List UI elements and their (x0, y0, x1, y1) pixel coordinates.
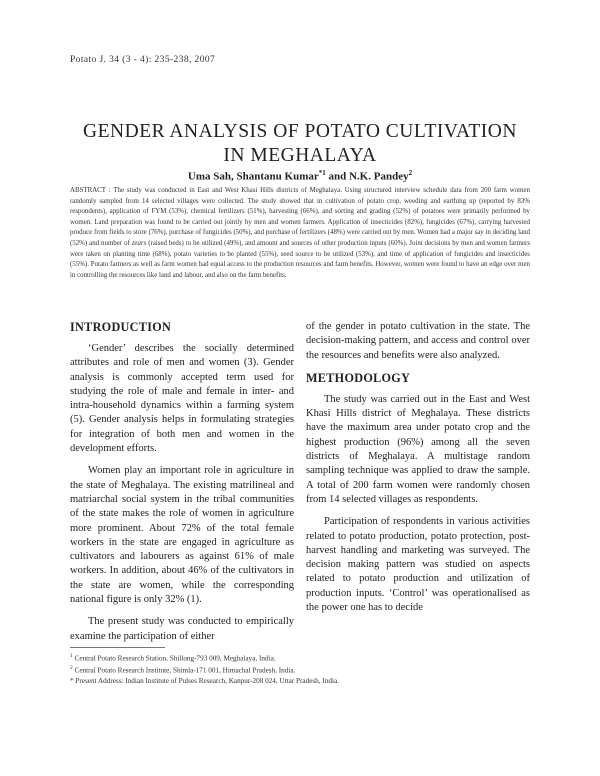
footnote-text: Central Potato Research Station, Shillong-793 009, Meghalaya, India. (72, 654, 276, 663)
body-paragraph: The study was carried out in the East and West Khasi Hills district of Meghalaya. These districts have the maximum area under potato crop and the highest production (96%) among all the seven districts of Meghalaya. A multistage random sampling technique was applied to draw the sample. A total of 200 farm women were randomly chosen from 14 selected villages as respondents. (306, 393, 530, 505)
title-line-2: IN MEGHALAYA (223, 145, 377, 166)
body-paragraph: Participation of respondents in various activities related to potato production, potato protection, post-harvest handling and marketing was surveyed. The decision making pattern was studied on aspects related to potato production and utilization of production inputs. ‘Control’ was operationalised as the power one has to decide (306, 516, 530, 614)
section-heading-methodology: METHODOLOGY (306, 370, 411, 385)
footnote (70, 676, 530, 686)
body-paragraph: Women play an important role in agriculture in the state of Meghalaya. The existing matrilineal and matriarchal social system in the tribal communities of the state makes the role of women in agriculture more prominent. About 72% of the total female workers in the state are engaged in agriculture as cultivators and labourers as against 61% of male workers. In addition, about 46% of the cultivators in the state are women, while the corresponding national figure is only 32% (1). (70, 465, 294, 606)
affiliation-mark: *1 (318, 169, 326, 177)
footnote-divider (70, 647, 165, 648)
author-name: and N.K. Pandey (325, 170, 409, 183)
footnotes (70, 651, 530, 686)
left-column (70, 320, 294, 652)
footnote (70, 663, 530, 675)
affiliation-mark: 2 (408, 169, 413, 177)
body-paragraph: The present study was conducted to empirically examine the participation of either (70, 616, 294, 642)
abstract-text: ABSTRACT : The study was conducted in East and West Khasi Hills districts of Meghalaya. Using structured interview schedule data from 200 farm women randomly sampled from 14 selected villages were collected. The study showed that in cultivation of potato crop, weeding and earthing up (reported by 83% respondents), application of FYM (53%), chemical fertilizers (51%), harvesting (66%), and sorting and grading (52%) of potatoes were primarily performed by women. Land preparation was found to be carried out jointly by men and women farmers. Application of insecticides (82%), fungicides (67%), carrying harvested produce from fields to store (76%), purchase of fungicides (50%), and purchase of fertilizers (48%) were carried out by men. Women had a major say in deciding land (52%) and number of (70, 187, 530, 247)
footnote-text: Central Potato Research Institute, Shimla-171 001, Himachal Pradesh, India. (72, 666, 296, 675)
abstract (70, 186, 530, 281)
body-paragraph: of the gender in potato cultivation in the state. The decision-making pattern, and access and control over the resources and benefits were also analyzed. (306, 321, 530, 361)
paper-title (40, 120, 560, 168)
footnote-mark: 1 (70, 653, 73, 659)
abstract-italic-term: zears (131, 239, 147, 247)
author-name: Uma Sah, Shantanu Kumar (187, 170, 319, 183)
footnote-mark: 2 (70, 665, 73, 672)
title-line-1: GENDER ANALYSIS OF POTATO CULTIVATION (83, 121, 517, 142)
section-heading-introduction: INTRODUCTION (70, 320, 172, 334)
right-column (306, 320, 530, 623)
footnote (70, 651, 530, 663)
footnote-text: * Present Address: Indian Institute of Pulses Research, Kanpur-208 024, Uttar Pradesh, India. (70, 676, 339, 685)
body-paragraph: ‘Gender’ describes the socially determined attributes and role of men and women (3). Gender analysis is commonly accepted term used for studying the role of male and female in inter- and intra-household dynamics within a farming system (5). Gender analysis helps in formulating strategies for integration of both men and women in the development efforts. (70, 343, 294, 455)
author-list (40, 169, 560, 183)
abstract-text: (raised beds) to be utilized (49%), and amount and sources of other production inputs (60%). Joint decisions by men and women farmers were taken on planting time (68%), potato varieties to be planted (55%), seed source to be utilized (53%), and time of application of fungicides and insecticides (55%). Potato farmers as well as farm women had equal access to the production resources and farm benefits. However, women were found to have an edge over men in controlling the resources like land and labour, and also on the farm benefits. (70, 239, 530, 279)
journal-reference: Potato J. 34 (3 - 4): 235-238, 2007 (70, 55, 216, 65)
